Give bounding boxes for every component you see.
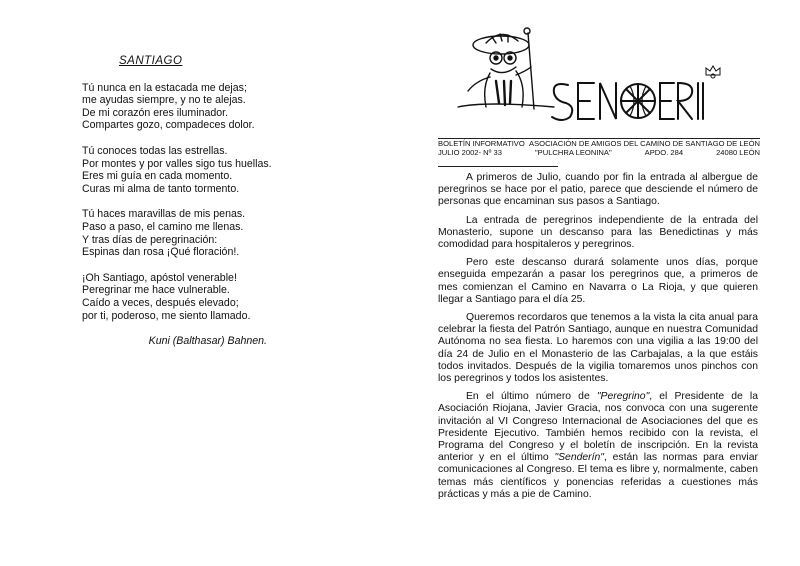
poem-line: Compartes gozo, compadeces dolor.: [82, 119, 255, 132]
article-paragraph: [438, 391, 758, 501]
poem-line: Caído a veces, después elevado;: [82, 296, 239, 309]
poem-stanza-3: [82, 208, 382, 258]
poem-line: De mi corazón eres iluminador.: [82, 106, 229, 119]
poem-line: Por montes y por valles sigo tus huellas.: [82, 157, 272, 170]
issue-date: JULIO 2002- Nº 33: [438, 148, 502, 157]
bulletin-header: [438, 138, 760, 157]
poem-line: me ayudas siempre, y no te alejas.: [82, 94, 246, 107]
text-run: En el último número de: [466, 391, 597, 403]
poem-line: Tú conoces todas las estrellas.: [82, 144, 228, 157]
scallop-shell-icon: [621, 84, 655, 118]
crown-crest-icon: [704, 63, 722, 79]
publication-title: "Peregrino": [596, 391, 650, 403]
text-run: , están las normas para enviar comunicaciones al Congreso. El tema es libre y, normalmente, caben temas más científicos y ponencias referidas a cuestiones más prácticas y más a pie de Camino.: [438, 452, 758, 500]
divider: [438, 166, 558, 167]
article-paragraph: A primeros de Julio, cuando por fin la entrada al albergue de peregrinos se hace por el patio, parece que desciende el número de personas que encaminan sus pasos a Santiago.: [438, 172, 758, 208]
poem-stanza-2: [82, 145, 382, 195]
poem-line: Peregrinar me hace vulnerable.: [82, 284, 230, 297]
poem-stanza-4: [82, 272, 382, 322]
poem-line: Tú nunca en la estacada me dejas;: [82, 81, 247, 94]
poem-line: Espinas dan rosa ¡Qué floración!.: [82, 246, 240, 259]
poem-author: Kuni (Balthasar) Bahnen.: [148, 335, 267, 348]
poem-line: Paso a paso, el camino me llenas.: [82, 220, 244, 233]
poem-line: ¡Oh Santiago, apóstol venerable!: [82, 271, 237, 284]
poem: [82, 55, 382, 348]
article: [438, 172, 758, 507]
association-name: ASOCIACIÓN DE AMIGOS DEL CAMINO DE SANTIAGO DE LEÓN: [529, 139, 760, 148]
article-paragraph: Pero este descanso durará solamente unos días, porque enseguida empezarán a pasar los peregrinos que, a primeros de mes comienzan el Camino en Navarra o La Rioja, y que quieren llegar a Santiago para el día 25.: [438, 257, 758, 305]
publication-title: "Senderín": [554, 452, 604, 464]
pilgrim-cartoon-icon: [456, 25, 556, 110]
masthead: [438, 25, 758, 133]
po-box: APDO. 284: [644, 148, 684, 157]
article-paragraph: Queremos recordaros que tenemos a la vista la cita anual para celebrar la fiesta del Patrón Santiago, aunque en nuestra Comunidad Autónoma no sea fiesta. Lo haremos con una vigilia a las 19:00 del día 24 de Julio en el Monasterio de las Carbajalas, a la que estáis todos invitados. Después de la vigilia tomaremos unos pinchos con los peregrinos y todos los asistentes.: [438, 312, 758, 385]
poem-line: Tú haces maravillas de mis penas.: [82, 208, 246, 221]
bulletin-label: BOLETÍN INFORMATIVO: [438, 139, 525, 148]
poem-line: por ti, poderoso, me siento llamado.: [82, 309, 251, 322]
poem-title: SANTIAGO: [119, 55, 183, 67]
text-run: , el Presidente de la Asociación Riojana, Javier Gracia, nos convoca con una sugerente invitación al VI Congreso Internacional de Asociaciones del que es Presidente Ejecutivo. También hemos recibido con la revista, el Programa del Congreso y el boletín de inscripción. En la revista anterior y en el último: [438, 391, 758, 464]
poem-line: Y tras días de peregrinación:: [82, 233, 218, 246]
senderin-logo: [548, 77, 708, 125]
poem-stanza-1: [82, 82, 382, 132]
poem-line: Curas mi alma de tanto tormento.: [82, 182, 240, 195]
postal-city: 24080 LEÓN: [716, 148, 760, 157]
poem-line: Eres mi guía en cada momento.: [82, 170, 233, 183]
article-paragraph: La entrada de peregrinos independiente de la entrada del Monasterio, supone un descanso para las Benedictinas y más comodidad para hospitaleros y peregrinos.: [438, 214, 758, 251]
association-motto: "PULCHRA LEONINA": [534, 148, 612, 157]
